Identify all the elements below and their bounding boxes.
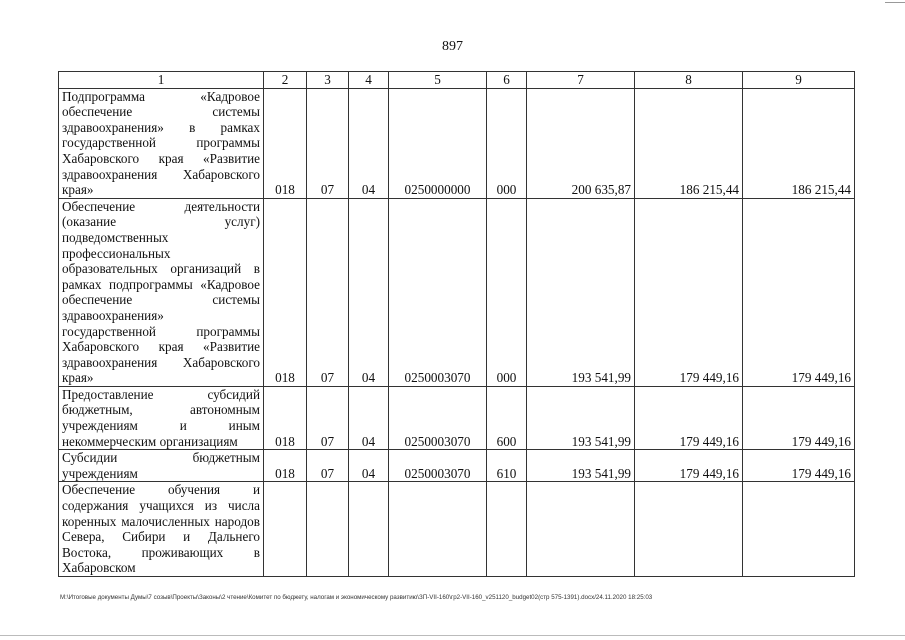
col-header-3: 3 xyxy=(307,72,349,89)
cell-amount-1: 193 541,99 xyxy=(527,450,635,482)
corner-mark xyxy=(885,2,905,3)
cell-section: 07 xyxy=(307,88,349,198)
cell-target-article: 0250003070 xyxy=(389,450,487,482)
col-header-7: 7 xyxy=(527,72,635,89)
page-number: 897 xyxy=(442,39,463,54)
cell-amount-2: 179 449,16 xyxy=(635,386,743,449)
cell-subsection: 04 xyxy=(349,88,389,198)
page-edge-line xyxy=(0,635,905,636)
table-row xyxy=(59,386,855,449)
cell-subsection: 04 xyxy=(349,198,389,386)
col-header-8: 8 xyxy=(635,72,743,89)
cell-section: 07 xyxy=(307,386,349,449)
cell-expense-type xyxy=(487,482,527,577)
col-header-5: 5 xyxy=(389,72,487,89)
table-row xyxy=(59,450,855,482)
row-name: Подпрограмма «Кадровое обеспечение системы здравоохранения» в рамках государственной программы Хабаровского края «Развитие здравоохранения Хабаровского края» xyxy=(59,88,264,198)
header-row xyxy=(59,72,855,89)
cell-target-article: 0250003070 xyxy=(389,386,487,449)
cell-amount-1: 193 541,99 xyxy=(527,198,635,386)
cell-ministry: 018 xyxy=(264,198,307,386)
col-header-1: 1 xyxy=(59,72,264,89)
cell-section: 07 xyxy=(307,450,349,482)
cell-expense-type: 000 xyxy=(487,198,527,386)
cell-ministry: 018 xyxy=(264,450,307,482)
cell-amount-2 xyxy=(635,482,743,577)
row-name: Субсидии бюджетным учреждениям xyxy=(59,450,264,482)
cell-amount-1 xyxy=(527,482,635,577)
cell-amount-2: 179 449,16 xyxy=(635,198,743,386)
table-row xyxy=(59,198,855,386)
cell-ministry xyxy=(264,482,307,577)
document-footer-path: M:\Итоговые документы Думы\7 созыв\Проекты\Законы\2 чтение\Комитет по бюджету, налогам и экономическому развитию\ЗП-VII-160\гр2-VII-160_v251120_budget02(стр 575-1391).docx/24.11.2020 18:25:03 xyxy=(60,594,653,601)
cell-expense-type: 610 xyxy=(487,450,527,482)
table-row xyxy=(59,88,855,198)
cell-ministry: 018 xyxy=(264,88,307,198)
row-name: Обеспечение деятельности (оказание услуг) подведомственных профессиональных образовательных организаций в рамках подпрограммы «Кадровое обеспечение системы здравоохранения» государственной программы Хабаровского края «Развитие здравоохранения Хабаровского края» xyxy=(59,198,264,386)
cell-section xyxy=(307,482,349,577)
row-name: Обеспечение обучения и содержания учащихся из числа коренных малочисленных народов Севера, Сибири и Дальнего Востока, проживающих в Хабаровском xyxy=(59,482,264,577)
cell-target-article: 0250003070 xyxy=(389,198,487,386)
cell-amount-3: 179 449,16 xyxy=(743,450,855,482)
cell-amount-3: 179 449,16 xyxy=(743,386,855,449)
budget-table xyxy=(58,71,855,577)
cell-subsection: 04 xyxy=(349,450,389,482)
cell-amount-1: 193 541,99 xyxy=(527,386,635,449)
col-header-4: 4 xyxy=(349,72,389,89)
col-header-6: 6 xyxy=(487,72,527,89)
table-row xyxy=(59,482,855,577)
cell-ministry: 018 xyxy=(264,386,307,449)
col-header-9: 9 xyxy=(743,72,855,89)
cell-target-article xyxy=(389,482,487,577)
cell-amount-1: 200 635,87 xyxy=(527,88,635,198)
cell-amount-3: 186 215,44 xyxy=(743,88,855,198)
cell-expense-type: 600 xyxy=(487,386,527,449)
cell-subsection: 04 xyxy=(349,386,389,449)
cell-amount-2: 179 449,16 xyxy=(635,450,743,482)
row-name: Предоставление субсидий бюджетным, автономным учреждениям и иным некоммерческим организациям xyxy=(59,386,264,449)
cell-amount-2: 186 215,44 xyxy=(635,88,743,198)
cell-subsection xyxy=(349,482,389,577)
col-header-2: 2 xyxy=(264,72,307,89)
cell-expense-type: 000 xyxy=(487,88,527,198)
cell-amount-3 xyxy=(743,482,855,577)
cell-section: 07 xyxy=(307,198,349,386)
cell-target-article: 0250000000 xyxy=(389,88,487,198)
cell-amount-3: 179 449,16 xyxy=(743,198,855,386)
